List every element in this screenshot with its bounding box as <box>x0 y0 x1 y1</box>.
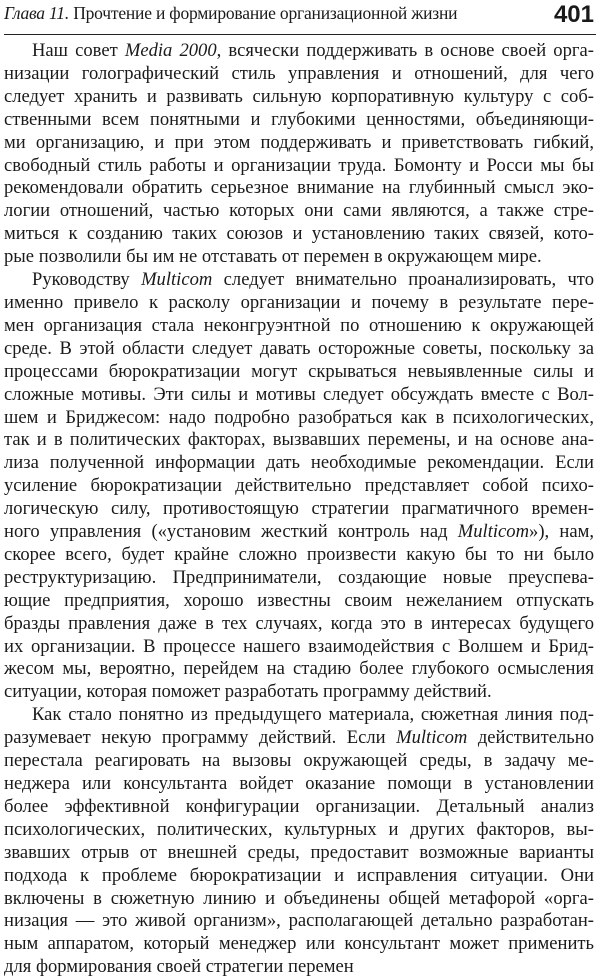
text-run: ющие предприятия, хорошо известны своим нежеланием отпускать <box>4 589 594 611</box>
text-run: ми организацию, и при этом поддерживать и приветствовать гибкий, <box>4 131 594 153</box>
italic-term: Media 2000 <box>124 40 217 61</box>
text-line <box>4 246 594 269</box>
text-run: Руководству <box>32 269 142 291</box>
text-line <box>4 109 594 132</box>
body-text <box>4 40 594 979</box>
text-line <box>4 475 594 498</box>
text-line <box>4 842 594 865</box>
text-line <box>4 86 594 109</box>
text-line <box>4 544 594 567</box>
text-line <box>4 933 594 956</box>
paragraph <box>4 40 594 269</box>
text-run: так и в политических факторах, вызвавших перемены, и на основе ана- <box>4 429 594 451</box>
text-run: подхода к проблеме бюрократизации и исправления ситуации. Они <box>4 864 594 886</box>
text-run: психологических, политических, культурных и других факторов, вы- <box>4 818 594 840</box>
chapter-title: Прочтение и формирование организационной жизни <box>73 3 458 23</box>
text-line <box>4 681 594 704</box>
text-run: низация — это живой организм», располагающей детально разработан- <box>4 910 594 932</box>
running-title <box>4 2 457 24</box>
text-line <box>4 567 594 590</box>
paragraph <box>4 269 594 704</box>
text-line <box>4 315 594 338</box>
text-line <box>4 521 594 544</box>
italic-term: Multicom <box>396 727 468 749</box>
text-line <box>4 429 594 452</box>
text-run: следует внимательно проанализировать, что <box>212 269 594 291</box>
text-line <box>4 269 594 292</box>
text-run: рекомендовали обратить серьезное внимание на глубинный смысл эко- <box>4 177 594 199</box>
text-line <box>4 498 594 521</box>
text-run: миться к созданию таких союзов и установлению таких связей, кото- <box>4 223 594 245</box>
text-run: ственными всем понятными и глубокими ценностями, объединяющи- <box>4 108 594 130</box>
text-line <box>4 888 594 911</box>
text-line <box>4 63 594 86</box>
text-line <box>4 750 594 773</box>
text-run: свободный стиль работы и организации труда. Бомонту и Росси мы бы <box>4 154 594 176</box>
text-run: реструктуризацию. Предприниматели, создающие новые преуспева- <box>4 566 594 588</box>
text-line <box>4 338 594 361</box>
text-run: »), нам, <box>529 521 594 543</box>
text-line <box>4 704 594 727</box>
text-line <box>4 132 594 155</box>
text-run: включены в сюжетную линию и объединены общей метафорой «орга- <box>4 887 594 909</box>
page-number: 401 <box>553 1 594 28</box>
text-run: следует хранить и развивать сильную корпоративную культуру с соб- <box>4 85 594 107</box>
text-run: их организации. В процессе нашего взаимодействия с Волшем и Брид- <box>4 635 594 657</box>
chapter-label: Глава 11. <box>4 3 69 23</box>
text-run: бразды правления даже в тех случаях, когда это в интересах будущего <box>4 612 594 634</box>
text-run: неджера или консультанта войдет оказание помощи в установлении <box>4 773 594 794</box>
text-line <box>4 200 594 223</box>
text-run: звавших отрыв от внешней среды, предоставит возможные варианты <box>4 841 594 863</box>
text-line <box>4 223 594 246</box>
text-run: мен организация стала неконгруэнтной по отношению к окружающей <box>4 314 594 336</box>
italic-term: Multicom <box>457 521 530 543</box>
text-run: низации голографический стиль управления и отношений, для чего <box>4 62 594 84</box>
text-line <box>4 773 594 796</box>
text-run: перестала реагировать на вызовы окружающей среды, в задачу ме- <box>4 750 594 772</box>
text-run: рые позволили бы им не отставать от перемен в окружающем мире. <box>4 246 542 268</box>
running-head <box>4 0 596 35</box>
text-run: именно привело к расколу организации и почему в результате пере- <box>4 291 594 313</box>
text-line <box>4 819 594 842</box>
text-line <box>4 910 594 933</box>
text-run: сложные мотивы. Эти силы и мотивы следует обсуждать вместе с Вол- <box>4 383 594 405</box>
text-line <box>4 796 594 819</box>
text-run: , всячески поддерживать в основе своей орга- <box>216 40 594 61</box>
text-run: процессами бюрократизации могут скрываться невыявленные силы и <box>4 360 594 382</box>
text-run: скорее всего, будет крайне сложно произвести какую бы то ни было <box>4 543 594 565</box>
text-run: более эффективной конфигурации организации. Детальный анализ <box>4 795 594 817</box>
text-run: усиление бюрократизации действительно представляет собой психо- <box>4 475 594 497</box>
text-line <box>4 292 594 315</box>
text-line <box>4 590 594 613</box>
text-run: ным аппаратом, который менеджер или консультант может применить <box>4 933 594 955</box>
text-run: разумевает некую программу действий. Если <box>4 727 397 749</box>
text-line <box>4 40 594 63</box>
paragraph <box>4 704 594 979</box>
text-line <box>4 177 594 200</box>
text-run: Как стало понятно из предыдущего материала, сюжетная линия под- <box>32 704 594 726</box>
text-line <box>4 361 594 384</box>
text-line <box>4 727 594 750</box>
text-run: шем и Бриджесом: надо подробно разобраться как в психологических, <box>4 406 594 428</box>
italic-term: Multicom <box>141 269 213 291</box>
text-run: среде. В этой области следует давать осторожные советы, поскольку за <box>4 337 594 359</box>
text-line <box>4 407 594 430</box>
text-line <box>4 384 594 407</box>
text-run: Наш совет <box>32 40 125 61</box>
text-run: логическую силу, противостоящую стратегии прагматичного времен- <box>4 498 594 520</box>
text-line <box>4 452 594 475</box>
text-run: ситуации, которая поможет разработать программу действий. <box>4 681 492 703</box>
text-line <box>4 658 594 681</box>
text-run: ного управления («установим жесткий контроль над <box>4 521 458 543</box>
text-line <box>4 956 594 979</box>
text-run: лиза полученной информации дать необходимые рекомендации. Если <box>4 452 594 474</box>
text-run: жесом мы, вероятно, перейдем на стадию более глубокого осмысления <box>4 658 594 680</box>
text-line <box>4 155 594 178</box>
text-line <box>4 636 594 659</box>
text-run: для формирования своей стратегии перемен <box>4 956 354 978</box>
text-line <box>4 613 594 636</box>
text-line <box>4 865 594 888</box>
text-run: логии отношений, частью которых они сами являются, а также стре- <box>4 200 594 222</box>
text-run: действительно <box>467 727 595 749</box>
